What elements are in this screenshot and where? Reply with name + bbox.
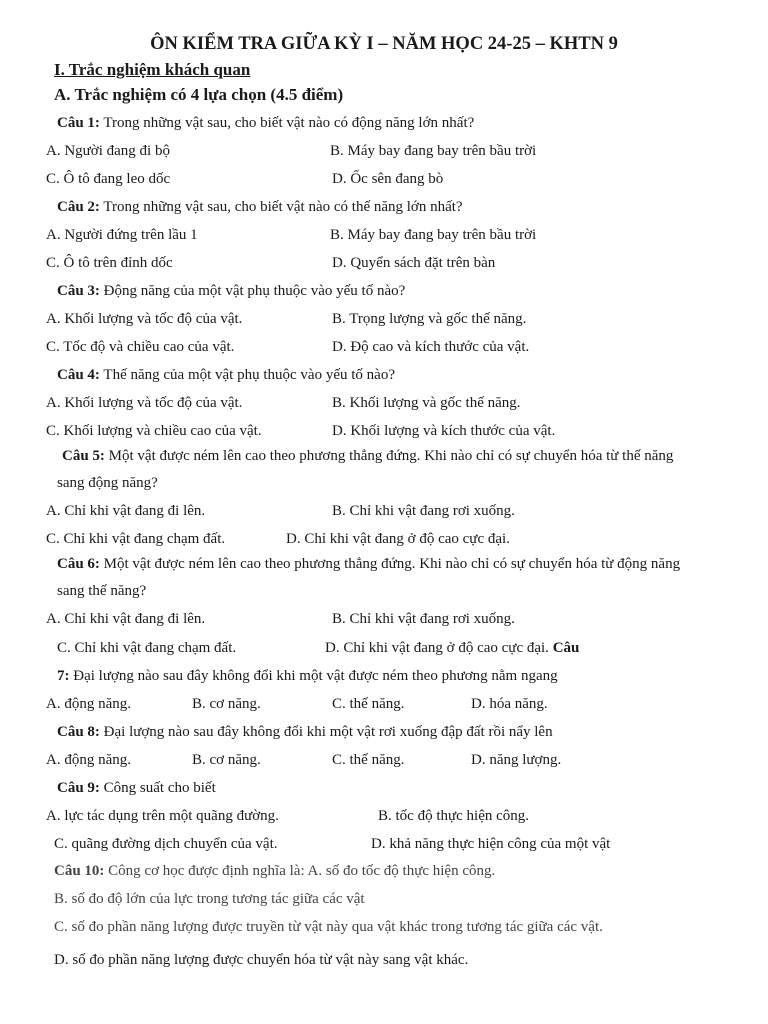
question-text: Công cơ học được định nghĩa là: A. số đo tốc độ thực hiện công. (104, 863, 496, 879)
option-a: A. Khối lượng và tốc độ của vật. (46, 311, 243, 327)
question-text: Một vật được ném lên cao theo phương thẳng đứng. Khi nào chỉ có sự chuyển hóa từ động năng (99, 556, 681, 572)
question-text: Động năng của một vật phụ thuộc vào yếu tố nào? (99, 283, 406, 299)
question-label: Câu 4: (57, 367, 100, 383)
option-a: A. Chỉ khi vật đang đi lên. (46, 503, 206, 519)
option-d: D. Ốc sên đang bò (332, 171, 444, 187)
question-10 (54, 861, 495, 881)
option-b: B. số đo độ lớn của lực trong tương tác giữa các vật (54, 891, 365, 907)
question-text: Đại lượng nào sau đây không đổi khi một vật rơi xuống đập đất rồi nẩy lên (99, 724, 553, 740)
question-label: Câu 8: (57, 724, 100, 740)
question-text-continued: sang thế năng? (57, 583, 147, 599)
option-c: C. số đo phần năng lượng được truyền từ vật này qua vật khác trong tương tác giữa các vật. (54, 919, 603, 935)
option-d: D. hóa năng. (471, 696, 548, 712)
option-c: C. Khối lượng và chiều cao của vật. (46, 423, 262, 439)
question-1 (57, 113, 474, 133)
question-3 (57, 281, 405, 301)
question-label: 7: (57, 668, 70, 684)
option-a: A. Chỉ khi vật đang đi lên. (46, 611, 206, 627)
question-text: Trong những vật sau, cho biết vật nào có động năng lớn nhất? (99, 115, 475, 131)
option-c: C. quãng đường dịch chuyển của vật. (54, 836, 278, 852)
option-c: C. Tốc độ và chiều cao của vật. (46, 339, 235, 355)
section-heading: I. Trắc nghiệm khách quan (54, 60, 251, 79)
question-7 (57, 666, 558, 686)
question-text: Một vật được ném lên cao theo phương thẳng đứng. Khi nào chỉ có sự chuyển hóa từ thế năng (104, 448, 674, 464)
question-5 (62, 446, 673, 466)
question-8 (57, 722, 553, 742)
question-label: Câu 1: (57, 115, 100, 131)
option-d: D. Quyển sách đặt trên bàn (332, 255, 496, 271)
question-2 (57, 197, 463, 217)
question-text: Trong những vật sau, cho biết vật nào có thế năng lớn nhất? (99, 199, 463, 215)
option-b: B. Khối lượng và gốc thế năng. (332, 395, 521, 411)
question-label: Câu 5: (62, 448, 105, 464)
question-text-continued: sang động năng? (57, 475, 158, 491)
option-c: C. Chỉ khi vật đang chạm đất. (57, 640, 237, 656)
question-6 (57, 554, 680, 574)
option-a: A. Người đứng trên lầu 1 (46, 227, 198, 243)
option-b: B. Trọng lượng và gốc thế năng. (332, 311, 527, 327)
option-d: D. Khối lượng và kích thước của vật. (332, 423, 556, 439)
option-d: D. khả năng thực hiện công của một vật (371, 836, 611, 852)
option-c: C. Ô tô đang leo dốc (46, 171, 171, 187)
option-a: A. động năng. (46, 752, 131, 768)
option-c: C. thế năng. (332, 752, 405, 768)
next-question-label: Câu (552, 640, 580, 656)
option-d: D. Độ cao và kích thước của vật. (332, 339, 530, 355)
option-b: B. cơ năng. (192, 752, 261, 768)
option-d: D. Chỉ khi vật đang ở độ cao cực đại. (325, 640, 549, 656)
option-b: B. Máy bay đang bay trên bầu trời (330, 143, 537, 159)
option-b: B. Máy bay đang bay trên bầu trời (330, 227, 537, 243)
option-d-line (325, 638, 579, 658)
question-9 (57, 778, 216, 798)
option-d: D. số đo phần năng lượng được chuyển hóa từ vật này sang vật khác. (54, 952, 469, 968)
question-label: Câu 3: (57, 283, 100, 299)
option-a: A. lực tác dụng trên một quãng đường. (46, 808, 279, 824)
option-a: A. động năng. (46, 696, 131, 712)
subsection-heading: A. Trắc nghiệm có 4 lựa chọn (4.5 điểm) (54, 85, 344, 104)
option-c: C. Chỉ khi vật đang chạm đất. (46, 531, 226, 547)
question-text: Công suất cho biết (99, 780, 216, 796)
question-4 (57, 365, 395, 385)
option-b: B. Chỉ khi vật đang rơi xuống. (332, 503, 515, 519)
question-text: Thế năng của một vật phụ thuộc vào yếu tố nào? (99, 367, 395, 383)
option-b: B. Chỉ khi vật đang rơi xuống. (332, 611, 515, 627)
option-b: B. cơ năng. (192, 696, 261, 712)
option-a: A. Khối lượng và tốc độ của vật. (46, 395, 243, 411)
option-c: C. thế năng. (332, 696, 405, 712)
question-label: Câu 2: (57, 199, 100, 215)
question-label: Câu 6: (57, 556, 100, 572)
option-d: D. Chỉ khi vật đang ở độ cao cực đại. (286, 531, 510, 547)
option-d: D. năng lượng. (471, 752, 562, 768)
option-b: B. tốc độ thực hiện công. (378, 808, 530, 824)
option-c: C. Ô tô trên đỉnh dốc (46, 255, 173, 271)
option-a: A. Người đang đi bộ (46, 143, 170, 159)
question-text: Đại lượng nào sau đây không đổi khi một vật được ném theo phương nằm ngang (69, 668, 558, 684)
question-label: Câu 9: (57, 780, 100, 796)
page-title: ÔN KIỂM TRA GIỮA KỲ I – NĂM HỌC 24-25 – KHTN 9 (150, 34, 618, 54)
question-label: Câu 10: (54, 863, 105, 879)
